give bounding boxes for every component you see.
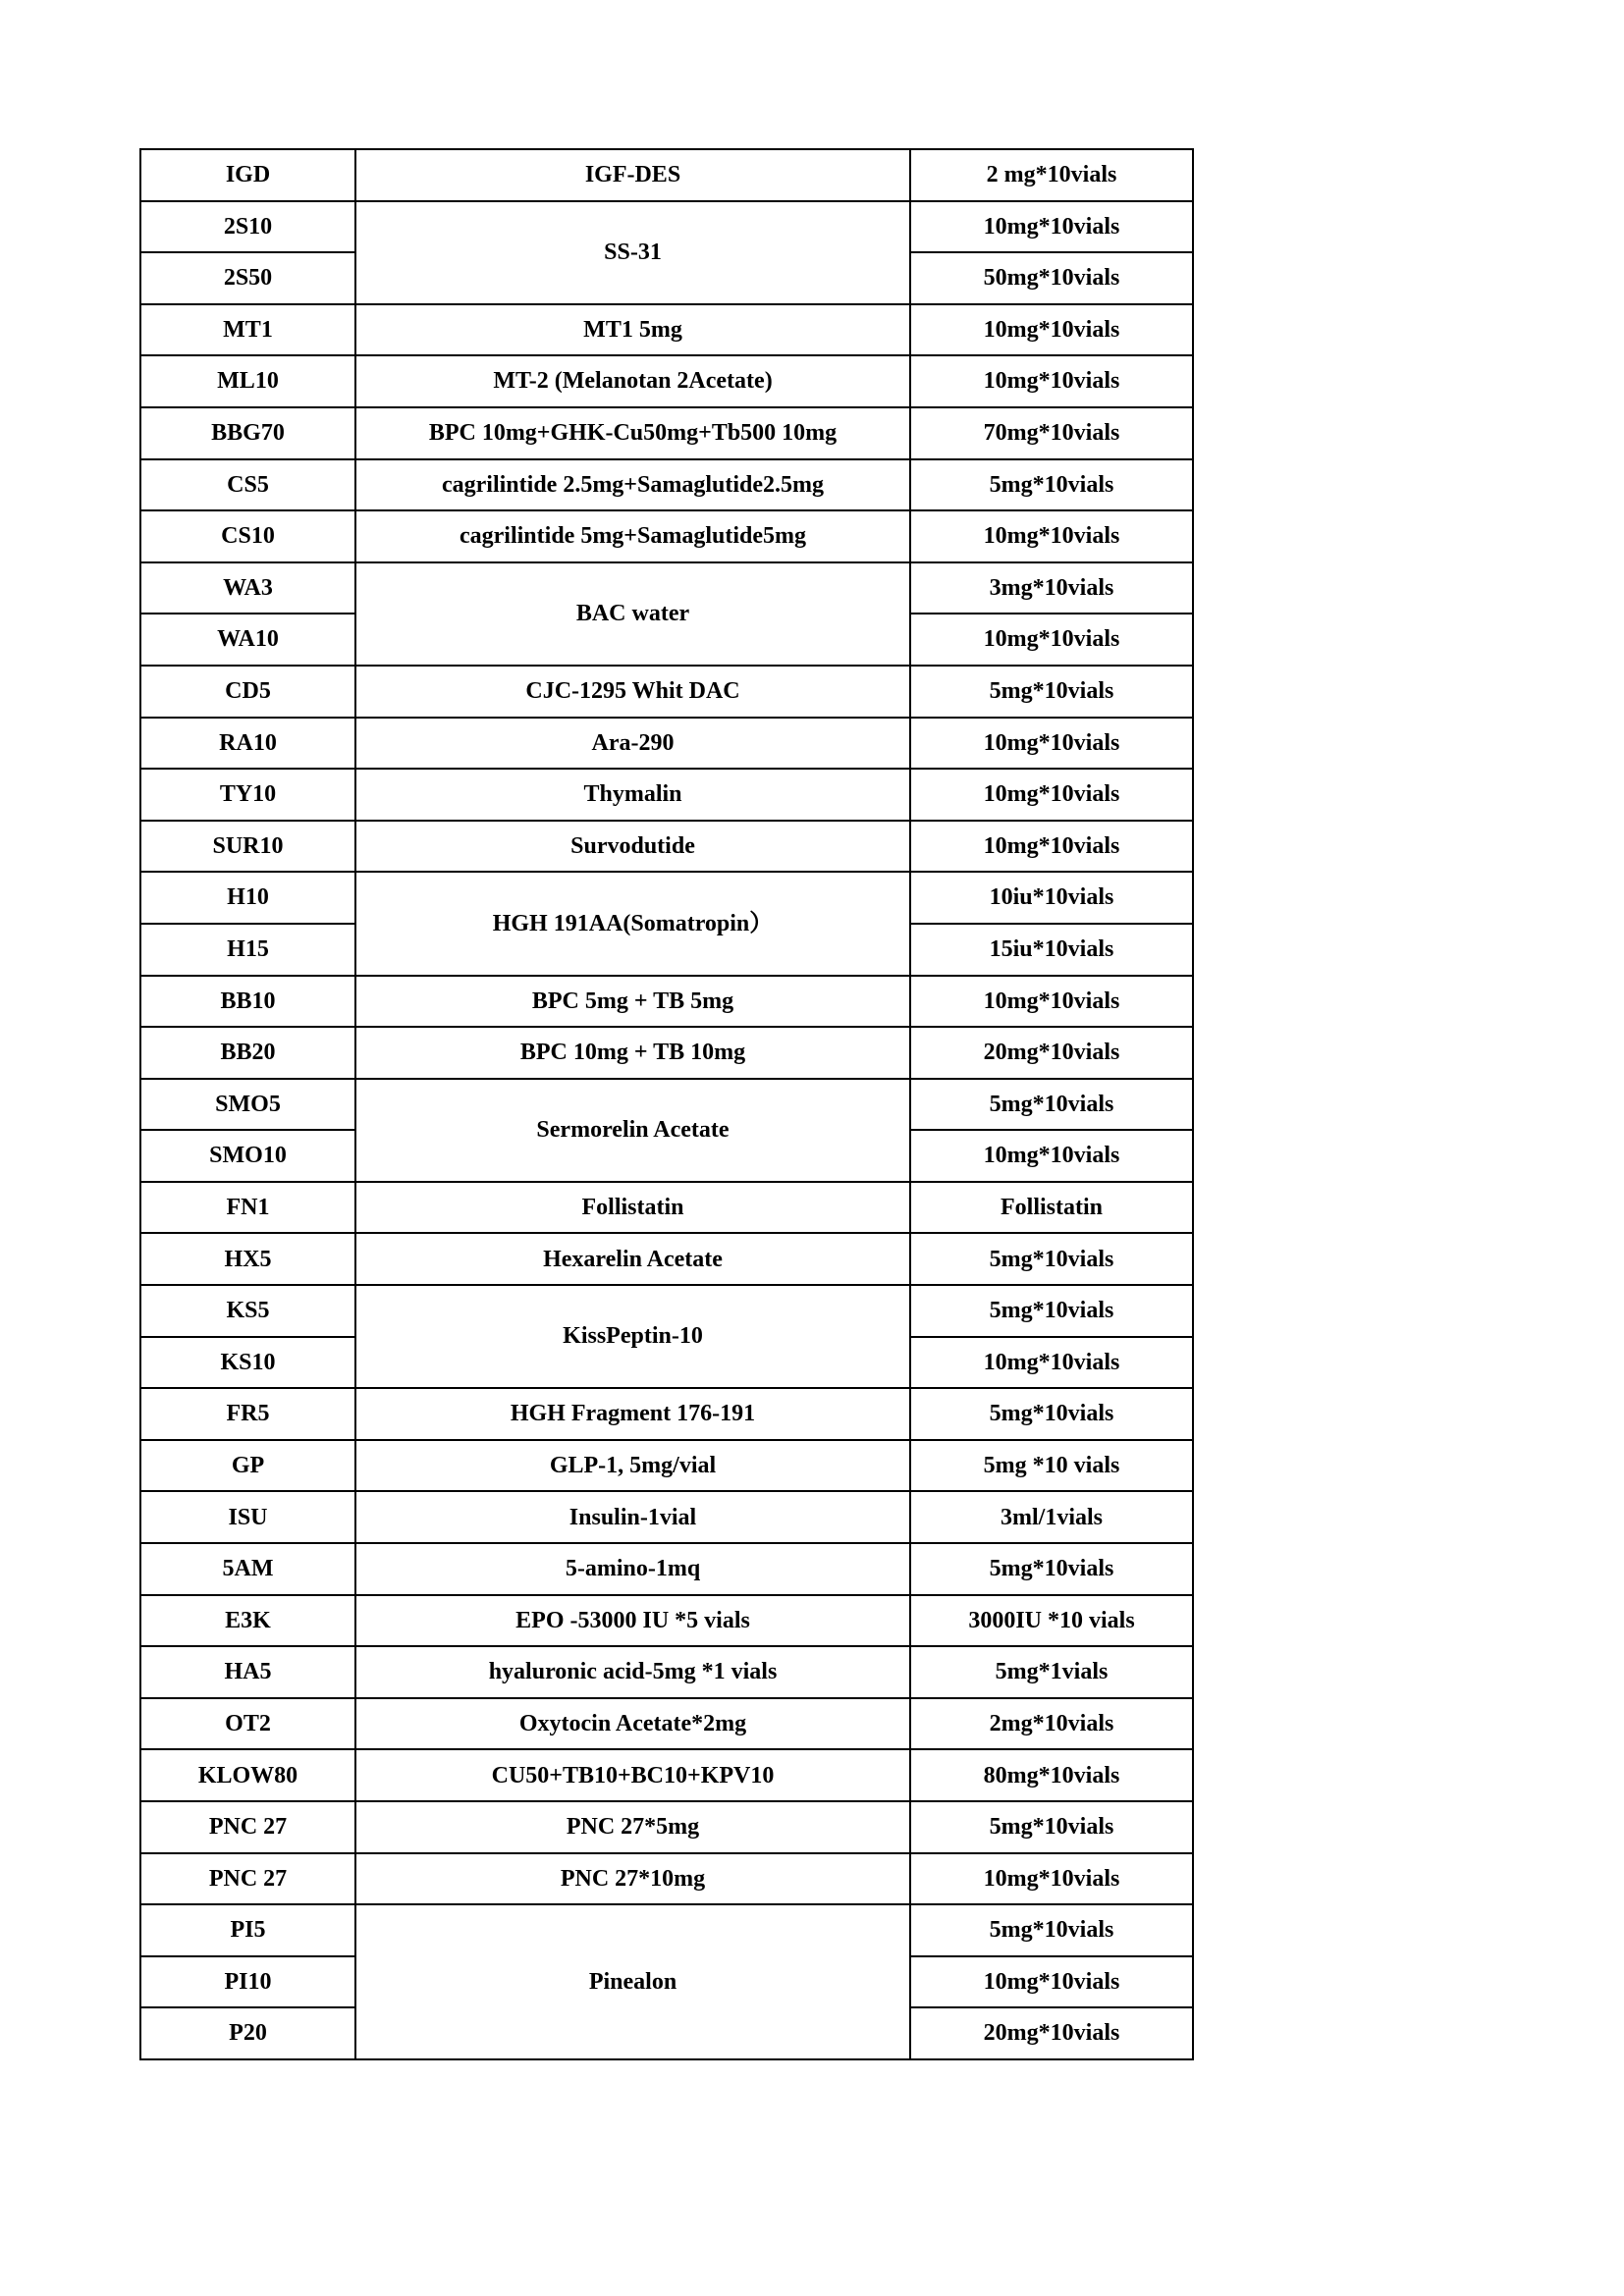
table-row bbox=[140, 976, 1193, 1028]
table-row bbox=[140, 1646, 1193, 1698]
product-name-cell: PNC 27*5mg bbox=[355, 1801, 910, 1853]
product-name-cell: Thymalin bbox=[355, 769, 910, 821]
product-spec-cell: 10mg*10vials bbox=[910, 1130, 1193, 1182]
product-name-cell: PNC 27*10mg bbox=[355, 1853, 910, 1905]
product-name-cell: HGH 191AA(Somatropin） bbox=[355, 872, 910, 975]
product-code-cell: SMO5 bbox=[140, 1079, 355, 1131]
product-spec-cell: 10mg*10vials bbox=[910, 1853, 1193, 1905]
table-row bbox=[140, 1027, 1193, 1079]
product-name-cell: Oxytocin Acetate*2mg bbox=[355, 1698, 910, 1750]
product-spec-cell: 10mg*10vials bbox=[910, 510, 1193, 562]
product-spec-cell: 5mg*10vials bbox=[910, 1543, 1193, 1595]
product-name-cell: BAC water bbox=[355, 562, 910, 666]
table-row bbox=[140, 201, 1193, 253]
product-name-cell: cagrilintide 2.5mg+Samaglutide2.5mg bbox=[355, 459, 910, 511]
product-code-cell: OT2 bbox=[140, 1698, 355, 1750]
product-spec-cell: 10mg*10vials bbox=[910, 1337, 1193, 1389]
product-spec-cell: 10mg*10vials bbox=[910, 304, 1193, 356]
product-name-cell: Survodutide bbox=[355, 821, 910, 873]
product-name-cell: MT1 5mg bbox=[355, 304, 910, 356]
product-spec-cell: 5mg*1vials bbox=[910, 1646, 1193, 1698]
product-table bbox=[139, 148, 1194, 2060]
table-row bbox=[140, 821, 1193, 873]
table-row bbox=[140, 1853, 1193, 1905]
table-row bbox=[140, 1749, 1193, 1801]
product-spec-cell: 2 mg*10vials bbox=[910, 149, 1193, 201]
product-name-cell: SS-31 bbox=[355, 201, 910, 304]
product-code-cell: PNC 27 bbox=[140, 1853, 355, 1905]
product-code-cell: FR5 bbox=[140, 1388, 355, 1440]
table-row bbox=[140, 1079, 1193, 1131]
table-row bbox=[140, 355, 1193, 407]
product-code-cell: P20 bbox=[140, 2007, 355, 2059]
product-spec-cell: Follistatin bbox=[910, 1182, 1193, 1234]
product-code-cell: BB20 bbox=[140, 1027, 355, 1079]
table-row bbox=[140, 1698, 1193, 1750]
product-code-cell: HA5 bbox=[140, 1646, 355, 1698]
table-row bbox=[140, 1440, 1193, 1492]
product-spec-cell: 5mg*10vials bbox=[910, 1801, 1193, 1853]
product-name-cell: GLP-1, 5mg/vial bbox=[355, 1440, 910, 1492]
product-name-cell: Insulin-1vial bbox=[355, 1491, 910, 1543]
product-spec-cell: 10mg*10vials bbox=[910, 614, 1193, 666]
product-code-cell: CS5 bbox=[140, 459, 355, 511]
product-spec-cell: 3mg*10vials bbox=[910, 562, 1193, 614]
product-name-cell: MT-2 (Melanotan 2Acetate) bbox=[355, 355, 910, 407]
product-name-cell: Hexarelin Acetate bbox=[355, 1233, 910, 1285]
product-code-cell: E3K bbox=[140, 1595, 355, 1647]
product-spec-cell: 15iu*10vials bbox=[910, 924, 1193, 976]
product-name-cell: 5-amino-1mq bbox=[355, 1543, 910, 1595]
product-spec-cell: 5mg*10vials bbox=[910, 459, 1193, 511]
product-name-cell: HGH Fragment 176-191 bbox=[355, 1388, 910, 1440]
product-spec-cell: 2mg*10vials bbox=[910, 1698, 1193, 1750]
product-spec-cell: 10mg*10vials bbox=[910, 201, 1193, 253]
product-spec-cell: 10mg*10vials bbox=[910, 821, 1193, 873]
table-row bbox=[140, 666, 1193, 718]
table-row bbox=[140, 769, 1193, 821]
table-row bbox=[140, 1182, 1193, 1234]
table-row bbox=[140, 304, 1193, 356]
product-code-cell: PI10 bbox=[140, 1956, 355, 2008]
product-name-cell: BPC 5mg + TB 5mg bbox=[355, 976, 910, 1028]
product-spec-cell: 10mg*10vials bbox=[910, 976, 1193, 1028]
product-code-cell: H15 bbox=[140, 924, 355, 976]
table-row bbox=[140, 1388, 1193, 1440]
product-name-cell: Follistatin bbox=[355, 1182, 910, 1234]
product-code-cell: ML10 bbox=[140, 355, 355, 407]
table-row bbox=[140, 459, 1193, 511]
product-spec-cell: 50mg*10vials bbox=[910, 252, 1193, 304]
product-code-cell: RA10 bbox=[140, 718, 355, 770]
product-code-cell: BBG70 bbox=[140, 407, 355, 459]
product-code-cell: KS10 bbox=[140, 1337, 355, 1389]
product-spec-cell: 5mg*10vials bbox=[910, 1285, 1193, 1337]
product-spec-cell: 80mg*10vials bbox=[910, 1749, 1193, 1801]
product-spec-cell: 10mg*10vials bbox=[910, 355, 1193, 407]
product-code-cell: CS10 bbox=[140, 510, 355, 562]
product-name-cell: BPC 10mg+GHK-Cu50mg+Tb500 10mg bbox=[355, 407, 910, 459]
product-code-cell: TY10 bbox=[140, 769, 355, 821]
product-spec-cell: 5mg *10 vials bbox=[910, 1440, 1193, 1492]
product-spec-cell: 20mg*10vials bbox=[910, 1027, 1193, 1079]
product-spec-cell: 10mg*10vials bbox=[910, 718, 1193, 770]
table-row bbox=[140, 407, 1193, 459]
product-spec-cell: 5mg*10vials bbox=[910, 666, 1193, 718]
product-spec-cell: 10mg*10vials bbox=[910, 1956, 1193, 2008]
product-code-cell: KS5 bbox=[140, 1285, 355, 1337]
product-code-cell: ISU bbox=[140, 1491, 355, 1543]
table-row bbox=[140, 1233, 1193, 1285]
table-row bbox=[140, 1904, 1193, 1956]
product-code-cell: 5AM bbox=[140, 1543, 355, 1595]
product-code-cell: SUR10 bbox=[140, 821, 355, 873]
product-name-cell: hyaluronic acid-5mg *1 vials bbox=[355, 1646, 910, 1698]
product-code-cell: KLOW80 bbox=[140, 1749, 355, 1801]
product-spec-cell: 5mg*10vials bbox=[910, 1904, 1193, 1956]
product-spec-cell: 10iu*10vials bbox=[910, 872, 1193, 924]
table-row bbox=[140, 562, 1193, 614]
product-spec-cell: 5mg*10vials bbox=[910, 1233, 1193, 1285]
product-spec-cell: 10mg*10vials bbox=[910, 769, 1193, 821]
table-row bbox=[140, 510, 1193, 562]
product-code-cell: H10 bbox=[140, 872, 355, 924]
table-row bbox=[140, 872, 1193, 924]
table-row bbox=[140, 1595, 1193, 1647]
product-code-cell: GP bbox=[140, 1440, 355, 1492]
product-spec-cell: 70mg*10vials bbox=[910, 407, 1193, 459]
product-code-cell: WA3 bbox=[140, 562, 355, 614]
product-table-body bbox=[140, 149, 1193, 2059]
product-name-cell: KissPeptin-10 bbox=[355, 1285, 910, 1388]
product-code-cell: CD5 bbox=[140, 666, 355, 718]
table-row bbox=[140, 1285, 1193, 1337]
product-spec-cell: 5mg*10vials bbox=[910, 1388, 1193, 1440]
product-code-cell: FN1 bbox=[140, 1182, 355, 1234]
product-name-cell: BPC 10mg + TB 10mg bbox=[355, 1027, 910, 1079]
product-code-cell: HX5 bbox=[140, 1233, 355, 1285]
product-name-cell: Pinealon bbox=[355, 1904, 910, 2059]
product-spec-cell: 20mg*10vials bbox=[910, 2007, 1193, 2059]
product-name-cell: cagrilintide 5mg+Samaglutide5mg bbox=[355, 510, 910, 562]
product-name-cell: Ara-290 bbox=[355, 718, 910, 770]
product-code-cell: SMO10 bbox=[140, 1130, 355, 1182]
product-name-cell: EPO -53000 IU *5 vials bbox=[355, 1595, 910, 1647]
product-code-cell: 2S50 bbox=[140, 252, 355, 304]
product-name-cell: Sermorelin Acetate bbox=[355, 1079, 910, 1182]
table-row bbox=[140, 1491, 1193, 1543]
product-spec-cell: 3000IU *10 vials bbox=[910, 1595, 1193, 1647]
product-code-cell: PNC 27 bbox=[140, 1801, 355, 1853]
table-row bbox=[140, 1543, 1193, 1595]
table-row bbox=[140, 149, 1193, 201]
product-spec-cell: 3ml/1vials bbox=[910, 1491, 1193, 1543]
product-name-cell: CJC-1295 Whit DAC bbox=[355, 666, 910, 718]
product-code-cell: WA10 bbox=[140, 614, 355, 666]
product-spec-cell: 5mg*10vials bbox=[910, 1079, 1193, 1131]
product-name-cell: IGF-DES bbox=[355, 149, 910, 201]
product-code-cell: 2S10 bbox=[140, 201, 355, 253]
product-code-cell: IGD bbox=[140, 149, 355, 201]
product-code-cell: PI5 bbox=[140, 1904, 355, 1956]
product-code-cell: BB10 bbox=[140, 976, 355, 1028]
table-row bbox=[140, 718, 1193, 770]
table-row bbox=[140, 1801, 1193, 1853]
product-code-cell: MT1 bbox=[140, 304, 355, 356]
product-name-cell: CU50+TB10+BC10+KPV10 bbox=[355, 1749, 910, 1801]
